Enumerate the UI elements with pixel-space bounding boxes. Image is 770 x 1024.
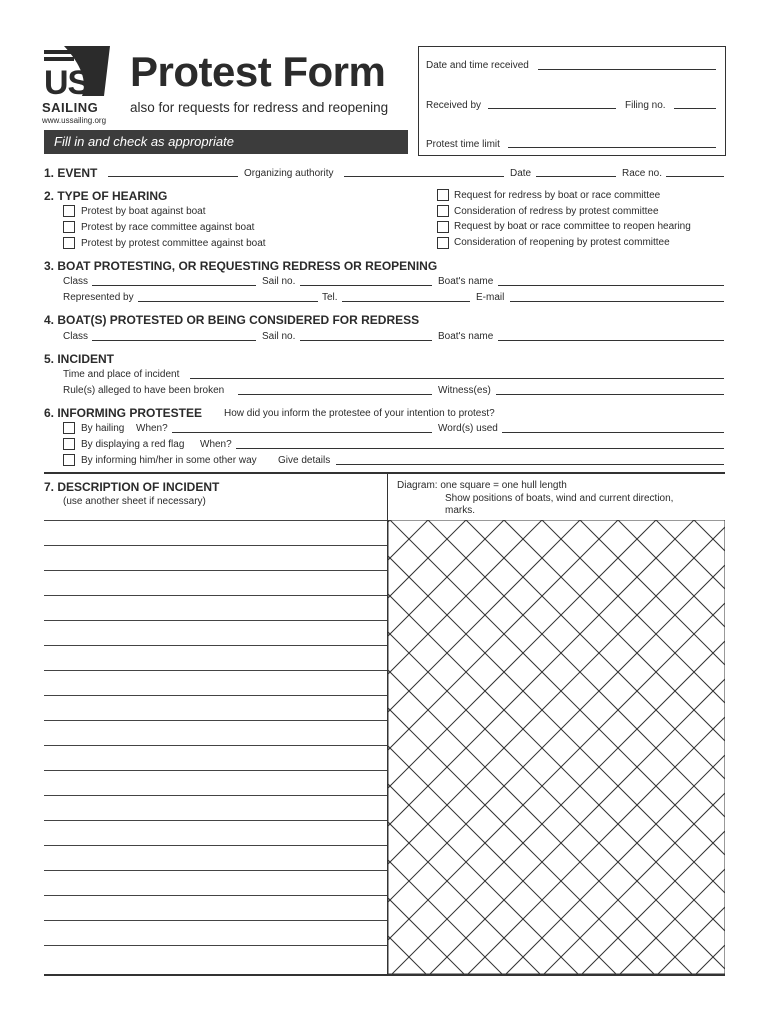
protest-protest-committee-label: Protest by protest committee against boat bbox=[81, 238, 266, 249]
description-line[interactable] bbox=[44, 795, 387, 796]
description-line[interactable] bbox=[44, 895, 387, 896]
time-limit-label: Protest time limit bbox=[426, 139, 500, 150]
event-field[interactable] bbox=[108, 176, 238, 177]
protest-race-committee-label: Protest by race committee against boat bbox=[81, 222, 255, 233]
informing-heading: 6. INFORMING PROTESTEE bbox=[44, 406, 203, 420]
us-sailing-logo bbox=[42, 44, 114, 128]
tel-field[interactable] bbox=[342, 301, 470, 302]
protest-race-committee-checkbox[interactable] bbox=[63, 221, 75, 233]
description-line[interactable] bbox=[44, 820, 387, 821]
date-label: Date bbox=[510, 168, 532, 179]
by-hailing-checkbox[interactable] bbox=[63, 422, 75, 434]
request-reopen-checkbox[interactable] bbox=[437, 221, 449, 233]
tel-label: Tel. bbox=[322, 292, 338, 303]
section-divider bbox=[44, 472, 725, 474]
description-line[interactable] bbox=[44, 670, 387, 671]
sail-no-field[interactable] bbox=[300, 285, 432, 286]
description-heading: 7. DESCRIPTION OF INCIDENT bbox=[44, 480, 220, 494]
by-hailing-label: By hailing bbox=[81, 423, 125, 434]
red-flag-label: By displaying a red flag bbox=[81, 439, 185, 450]
rules-broken-label: Rule(s) alleged to have been broken bbox=[63, 385, 225, 396]
description-line[interactable] bbox=[44, 745, 387, 746]
boat-name-label: Boat's name bbox=[438, 276, 494, 287]
protest-protest-committee-checkbox[interactable] bbox=[63, 237, 75, 249]
description-line[interactable] bbox=[44, 720, 387, 721]
description-line[interactable] bbox=[44, 570, 387, 571]
description-line[interactable] bbox=[44, 845, 387, 846]
class-label: Class bbox=[63, 276, 89, 287]
diagram-label: Diagram: one square = one hull length bbox=[397, 480, 567, 491]
protested-class-label: Class bbox=[63, 331, 89, 342]
protest-boat-against-boat-label: Protest by boat against boat bbox=[81, 206, 206, 217]
rules-broken-field[interactable] bbox=[238, 394, 432, 395]
boat-name-field[interactable] bbox=[498, 285, 724, 286]
time-limit-field[interactable] bbox=[508, 147, 716, 148]
hailing-when-field[interactable] bbox=[172, 432, 432, 433]
consideration-reopening-label: Consideration of reopening by protest committee bbox=[454, 237, 670, 248]
description-line[interactable] bbox=[44, 595, 387, 596]
diagram-grid bbox=[388, 520, 725, 974]
words-used-label: Word(s) used bbox=[438, 423, 498, 434]
instruction-bar bbox=[44, 130, 408, 154]
received-by-field[interactable] bbox=[488, 108, 616, 109]
organizing-authority-label: Organizing authority bbox=[244, 168, 334, 179]
instruction-text: Fill in and check as appropriate bbox=[54, 134, 234, 149]
witness-label: Witness(es) bbox=[438, 385, 491, 396]
email-field[interactable] bbox=[510, 301, 724, 302]
event-heading: 1. EVENT bbox=[44, 166, 98, 180]
page-title: Protest Form bbox=[130, 48, 386, 95]
race-no-label: Race no. bbox=[622, 168, 663, 179]
filing-no-label: Filing no. bbox=[625, 100, 666, 111]
consideration-redress-label: Consideration of redress by protest committee bbox=[454, 206, 659, 217]
protested-sail-no-field[interactable] bbox=[300, 340, 432, 341]
description-line[interactable] bbox=[44, 645, 387, 646]
request-reopen-label: Request by boat or race committee to reopen hearing bbox=[454, 221, 691, 232]
boat-protested-heading: 4. BOAT(S) PROTESTED OR BEING CONSIDERED FOR REDRESS bbox=[44, 313, 420, 327]
logo-url: www.ussailing.org bbox=[42, 116, 107, 125]
boat-protesting-heading: 3. BOAT PROTESTING, OR REQUESTING REDRESS OR REOPENING bbox=[44, 259, 438, 273]
organizing-authority-field[interactable] bbox=[344, 176, 504, 177]
description-line[interactable] bbox=[44, 620, 387, 621]
protested-boat-name-label: Boat's name bbox=[438, 331, 494, 342]
sail-no-label: Sail no. bbox=[262, 276, 296, 287]
consideration-reopening-checkbox[interactable] bbox=[437, 237, 449, 249]
protested-sail-no-label: Sail no. bbox=[262, 331, 296, 342]
hearing-heading: 2. TYPE OF HEARING bbox=[44, 189, 168, 203]
race-no-field[interactable] bbox=[666, 176, 724, 177]
informing-question: How did you inform the protestee of your intention to protest? bbox=[224, 408, 495, 419]
description-line[interactable] bbox=[44, 945, 387, 946]
red-flag-when-field[interactable] bbox=[236, 448, 724, 449]
date-field[interactable] bbox=[536, 176, 616, 177]
hailing-when-label: When? bbox=[136, 423, 168, 434]
time-place-label: Time and place of incident bbox=[63, 369, 180, 380]
incident-heading: 5. INCIDENT bbox=[44, 352, 115, 366]
diagram-note-1: Show positions of boats, wind and current direction, bbox=[445, 493, 674, 504]
description-line[interactable] bbox=[44, 545, 387, 546]
logo-sailing: SAILING bbox=[42, 100, 99, 115]
filing-no-field[interactable] bbox=[674, 108, 716, 109]
time-place-field[interactable] bbox=[190, 378, 724, 379]
request-redress-checkbox[interactable] bbox=[437, 189, 449, 201]
other-way-label: By informing him/her in some other way bbox=[81, 455, 257, 466]
request-redress-label: Request for redress by boat or race committee bbox=[454, 190, 661, 201]
page-subtitle: also for requests for redress and reopening bbox=[130, 100, 389, 115]
description-line[interactable] bbox=[44, 695, 387, 696]
logo-us: US bbox=[44, 64, 90, 102]
protest-boat-against-boat-checkbox[interactable] bbox=[63, 205, 75, 217]
protested-class-field[interactable] bbox=[92, 340, 256, 341]
description-line[interactable] bbox=[44, 520, 387, 521]
email-label: E-mail bbox=[476, 292, 505, 303]
represented-by-field[interactable] bbox=[138, 301, 318, 302]
protested-boat-name-field[interactable] bbox=[498, 340, 724, 341]
received-by-label: Received by bbox=[426, 100, 482, 111]
words-used-field[interactable] bbox=[502, 432, 724, 433]
represented-by-label: Represented by bbox=[63, 292, 134, 303]
description-line[interactable] bbox=[44, 870, 387, 871]
description-line[interactable] bbox=[44, 770, 387, 771]
red-flag-when-label: When? bbox=[200, 439, 232, 450]
give-details-field[interactable] bbox=[336, 464, 724, 465]
date-time-received-label: Date and time received bbox=[426, 60, 529, 71]
page-bottom-rule bbox=[44, 974, 725, 976]
witness-field[interactable] bbox=[496, 394, 724, 395]
description-note: (use another sheet if necessary) bbox=[63, 496, 206, 507]
red-flag-checkbox[interactable] bbox=[63, 438, 75, 450]
consideration-redress-checkbox[interactable] bbox=[437, 205, 449, 217]
description-line[interactable] bbox=[44, 920, 387, 921]
other-way-checkbox[interactable] bbox=[63, 454, 75, 466]
class-field[interactable] bbox=[92, 285, 256, 286]
give-details-label: Give details bbox=[278, 455, 331, 466]
diagram-note-2: marks. bbox=[445, 505, 475, 516]
diagram-area[interactable] bbox=[388, 520, 725, 974]
date-time-received-field[interactable] bbox=[538, 69, 716, 70]
